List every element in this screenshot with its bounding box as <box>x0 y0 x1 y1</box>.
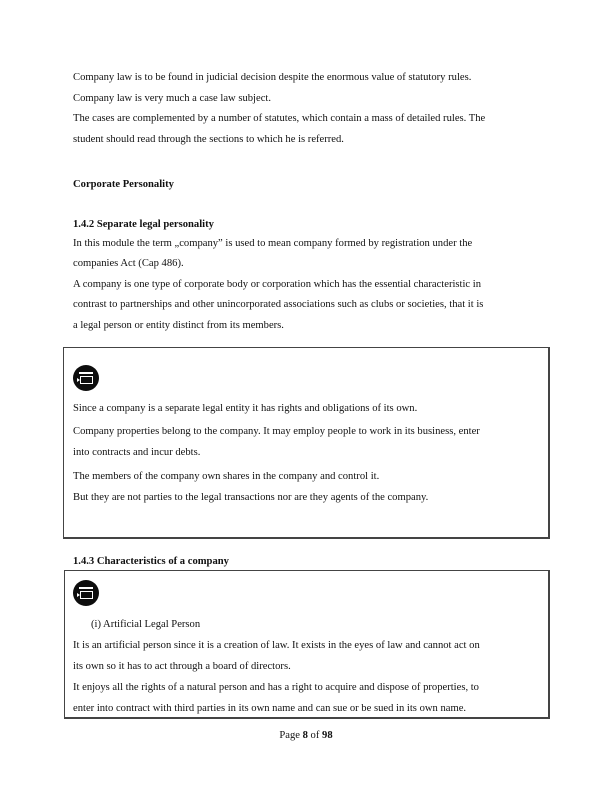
page-footer <box>0 730 612 741</box>
intro-line-2: Company law is very much a case law subject. <box>73 93 271 104</box>
section-142-line-4: contrast to partnerships and other unincorporated associations such as clubs or societies, that it is <box>73 299 484 310</box>
box2-subheading: (i) Artificial Legal Person <box>91 619 201 630</box>
section-142-heading: 1.4.2 Separate legal personality <box>73 219 214 230</box>
box2-line-1: It is an artificial person since it is a creation of law. It exists in the eyes of law and cannot act on <box>73 640 480 651</box>
intro-line-1: Company law is to be found in judicial decision despite the enormous value of statutory rules. <box>73 72 472 83</box>
box1-line-2: Company properties belong to the company. It may employ people to work in its business, enter <box>73 426 480 437</box>
section-142-line-5: a legal person or entity distinct from its members. <box>73 320 284 331</box>
page-number: 8 <box>302 730 308 741</box>
box1-line-5: But they are not parties to the legal transactions nor are they agents of the company. <box>73 492 429 503</box>
box2-line-4: enter into contract with third parties in its own name and can sue or be sued in its own name. <box>73 703 467 714</box>
box2-line-2: its own so it has to act through a board of directors. <box>73 661 291 672</box>
notes-icon <box>73 580 99 606</box>
intro-line-4: student should read through the sections to which he is referred. <box>73 134 344 145</box>
total-pages: 98 <box>322 730 333 741</box>
corporate-personality-heading: Corporate Personality <box>73 179 174 190</box>
section-143-heading: 1.4.3 Characteristics of a company <box>73 556 229 567</box>
section-142-line-3: A company is one type of corporate body or corporation which has the essential characteristic in <box>73 279 482 290</box>
of-label: of <box>307 730 323 741</box>
box2-line-3: It enjoys all the rights of a natural person and has a right to acquire and dispose of properties, to <box>73 682 479 693</box>
note-box-1 <box>63 347 550 539</box>
section-142-line-2: companies Act (Cap 486). <box>73 258 184 269</box>
box1-line-3: into contracts and incur debts. <box>73 447 201 458</box>
section-142-line-1: In this module the term „company” is used to mean company formed by registration under the <box>73 238 473 249</box>
page-label: Page <box>279 730 303 741</box>
box1-line-4: The members of the company own shares in the company and control it. <box>73 471 380 482</box>
notes-icon <box>73 365 99 391</box>
intro-line-3: The cases are complemented by a number of statutes, which contain a mass of detailed rules. The <box>73 113 486 124</box>
box1-line-1: Since a company is a separate legal entity it has rights and obligations of its own. <box>73 403 418 414</box>
